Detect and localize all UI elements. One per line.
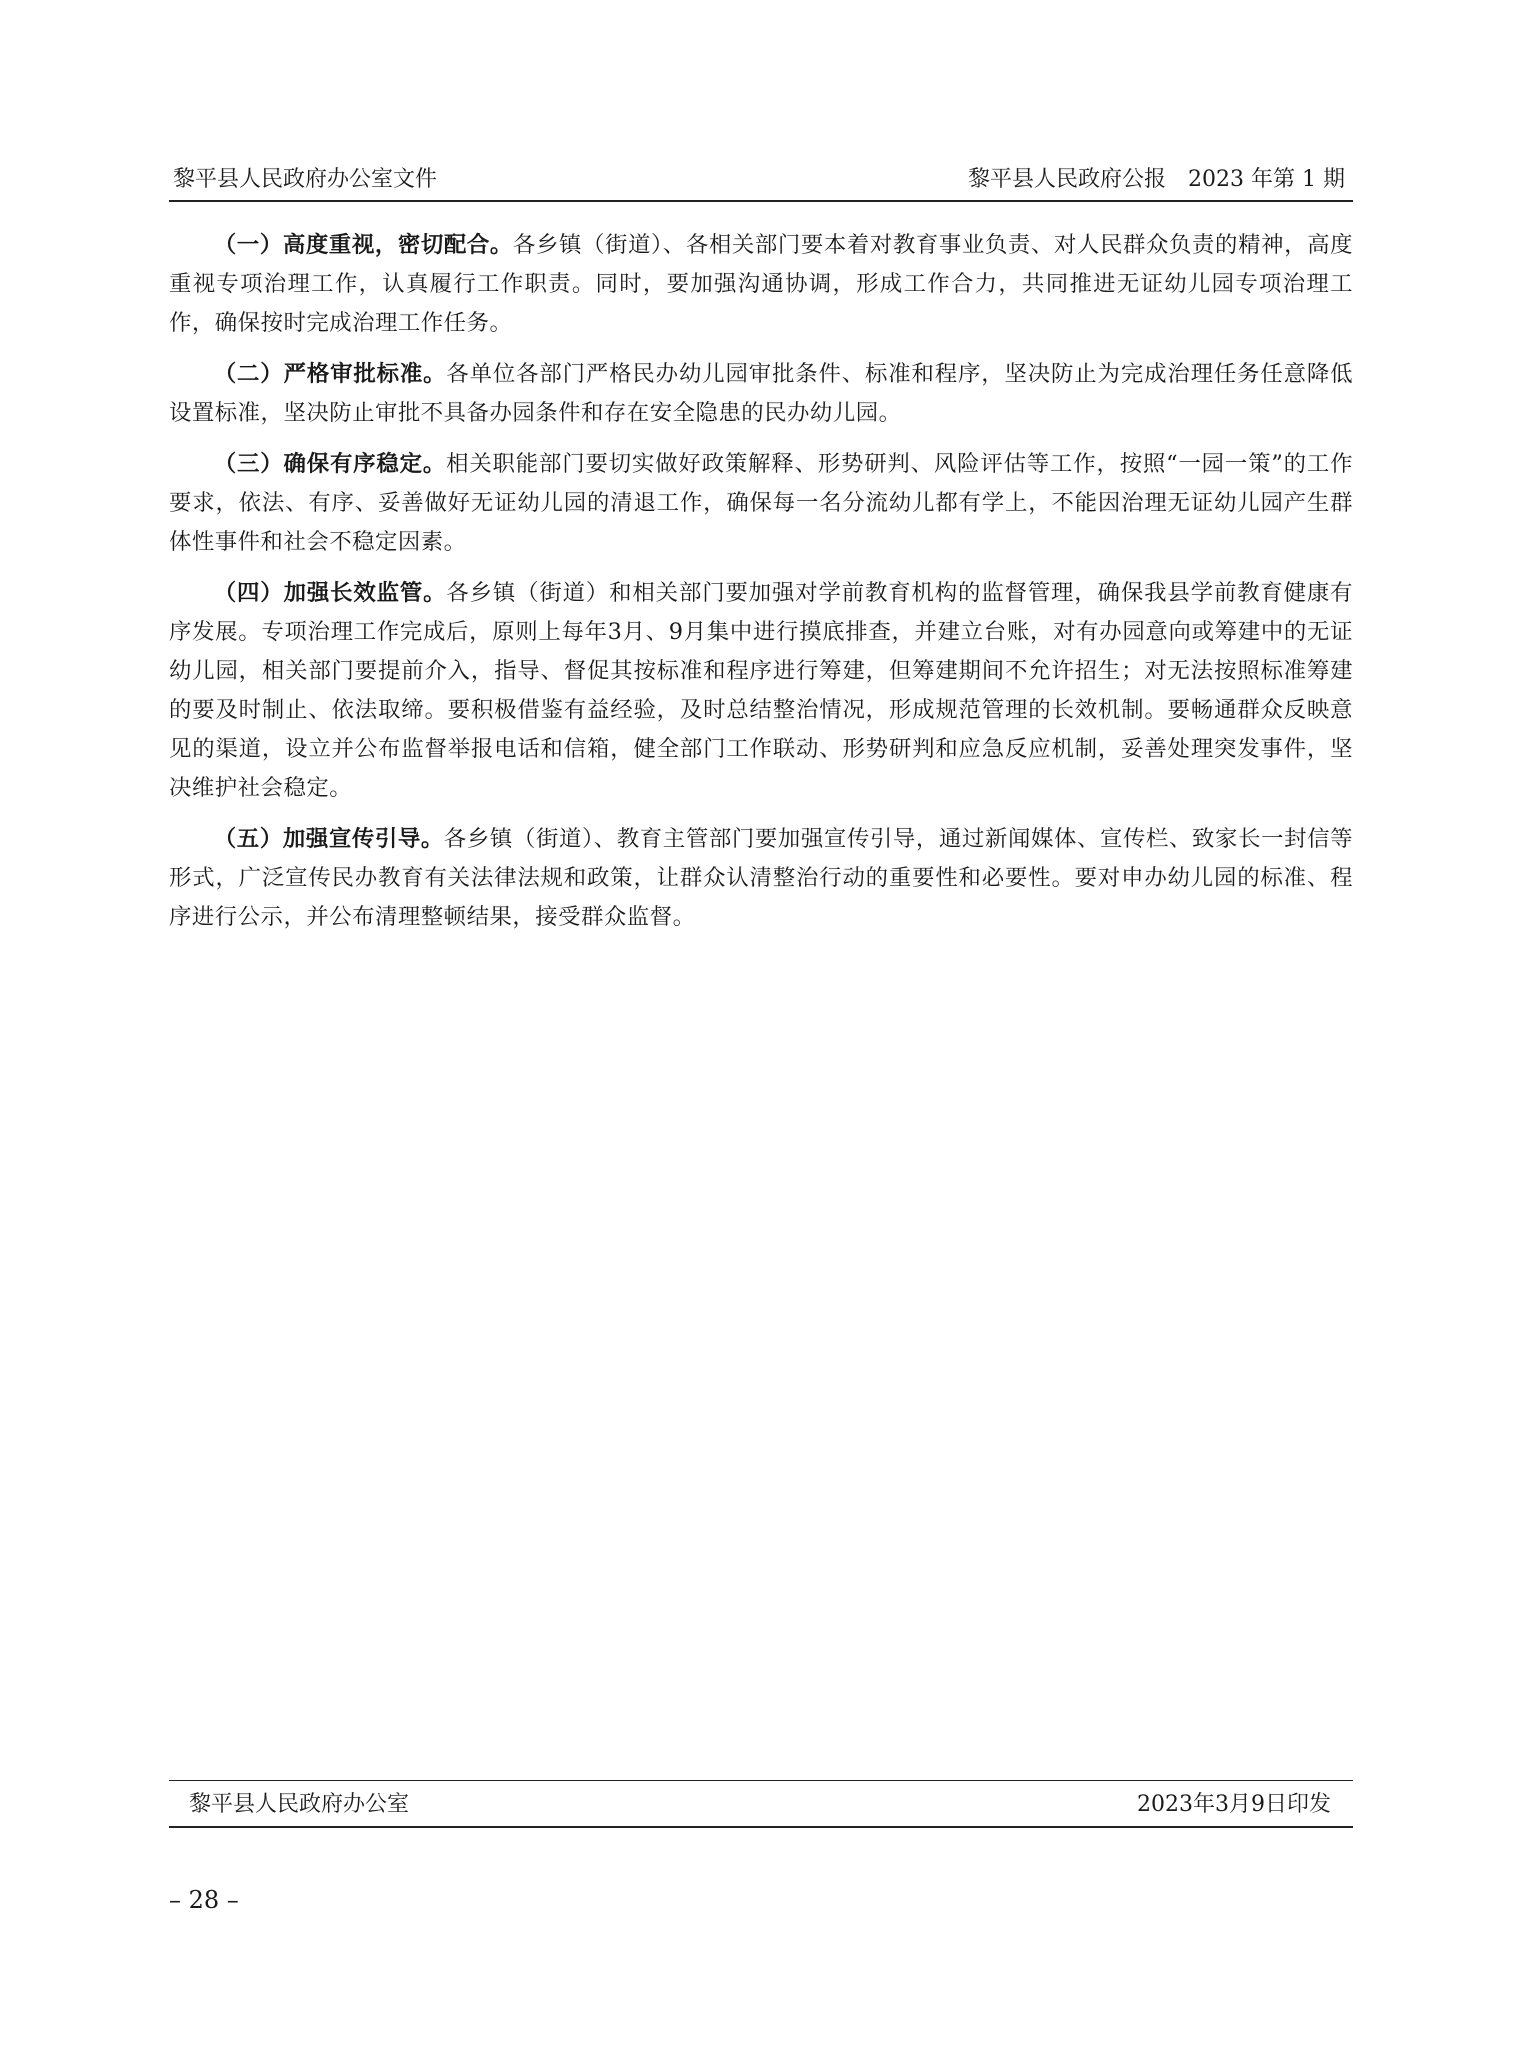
paragraph-2 [169,355,1353,433]
paragraph-4 [169,574,1353,808]
paragraph-3-text: 相关职能部门要切实做好政策解释、形势研判、风险评估等工作，按照“一园一策”的工作要求，依法、有序、妥善做好无证幼儿园的清退工作，确保每一名分流幼儿都有学上，不能因治理无证幼儿园产生群体性事件和社会不稳定因素。 [169,451,1354,555]
paragraph-1-heading: （一）高度重视，密切配合。 [213,232,513,258]
paragraph-2-heading: （二）严格审批标准。 [213,361,447,387]
footer-divider-top [169,1780,1353,1781]
running-header [169,160,1353,200]
page-number: – 28 – [169,1886,239,1914]
paragraph-2-text: 各单位各部门严格民办幼儿园审批条件、标准和程序，坚决防止为完成治理任务任意降低设置标准，坚决防止审批不具备办园条件和存在安全隐患的民办幼儿园。 [169,361,1354,426]
imprint-row [169,1785,1353,1825]
paragraph-4-text: 各乡镇（街道）和相关部门要加强对学前教育机构的监督管理，确保我县学前教育健康有序发展。专项治理工作完成后，原则上每年3月、9月集中进行摸底排查，并建立台账，对有办园意向或筹建中的无证幼儿园，相关部门要提前介入，指导、督促其按标准和程序进行筹建，但筹建期间不允许招生；对无法按照标准筹建的要及时制止、依法取缔。要积极借鉴有益经验，及时总结整治情况，形成规范管理的长效机制。要畅通群众反映意见的渠道，设立并公布监督举报电话和信箱，健全部门工作联动、形势研判和应急反应机制，妥善处理突发事件，坚决维护社会稳定。 [169,580,1354,801]
imprint-issuer: 黎平县人民政府办公室 [189,1792,410,1817]
paragraph-3-heading: （三）确保有序稳定。 [213,451,447,477]
header-left-title: 黎平县人民政府办公室文件 [173,167,438,192]
footer-divider-bottom [169,1826,1353,1828]
paragraph-1-text: 各乡镇（街道）、各相关部门要本着对教育事业负责、对人民群众负责的精神，高度重视专项治理工作，认真履行工作职责。同时，要加强沟通协调，形成工作合力，共同推进无证幼儿园专项治理工作，确保按时完成治理工作任务。 [169,232,1353,336]
paragraph-4-heading: （四）加强长效监管。 [213,580,447,606]
paragraph-5-heading: （五）加强宣传引导。 [213,826,444,852]
header-divider [169,200,1353,202]
paragraph-5 [169,820,1353,937]
header-right-title: 黎平县人民政府公报 2023 年第 1 期 [968,167,1345,192]
body-text [169,226,1353,949]
imprint-date: 2023年3月9日印发 [1137,1792,1331,1817]
paragraph-1 [169,226,1353,343]
paragraph-5-text: 各乡镇（街道）、教育主管部门要加强宣传引导，通过新闻媒体、宣传栏、致家长一封信等形式，广泛宣传民办教育有关法律法规和政策，让群众认清整治行动的重要性和必要性。要对申办幼儿园的标准、程序进行公示，并公布清理整顿结果，接受群众监督。 [169,826,1353,930]
paragraph-3 [169,445,1353,562]
